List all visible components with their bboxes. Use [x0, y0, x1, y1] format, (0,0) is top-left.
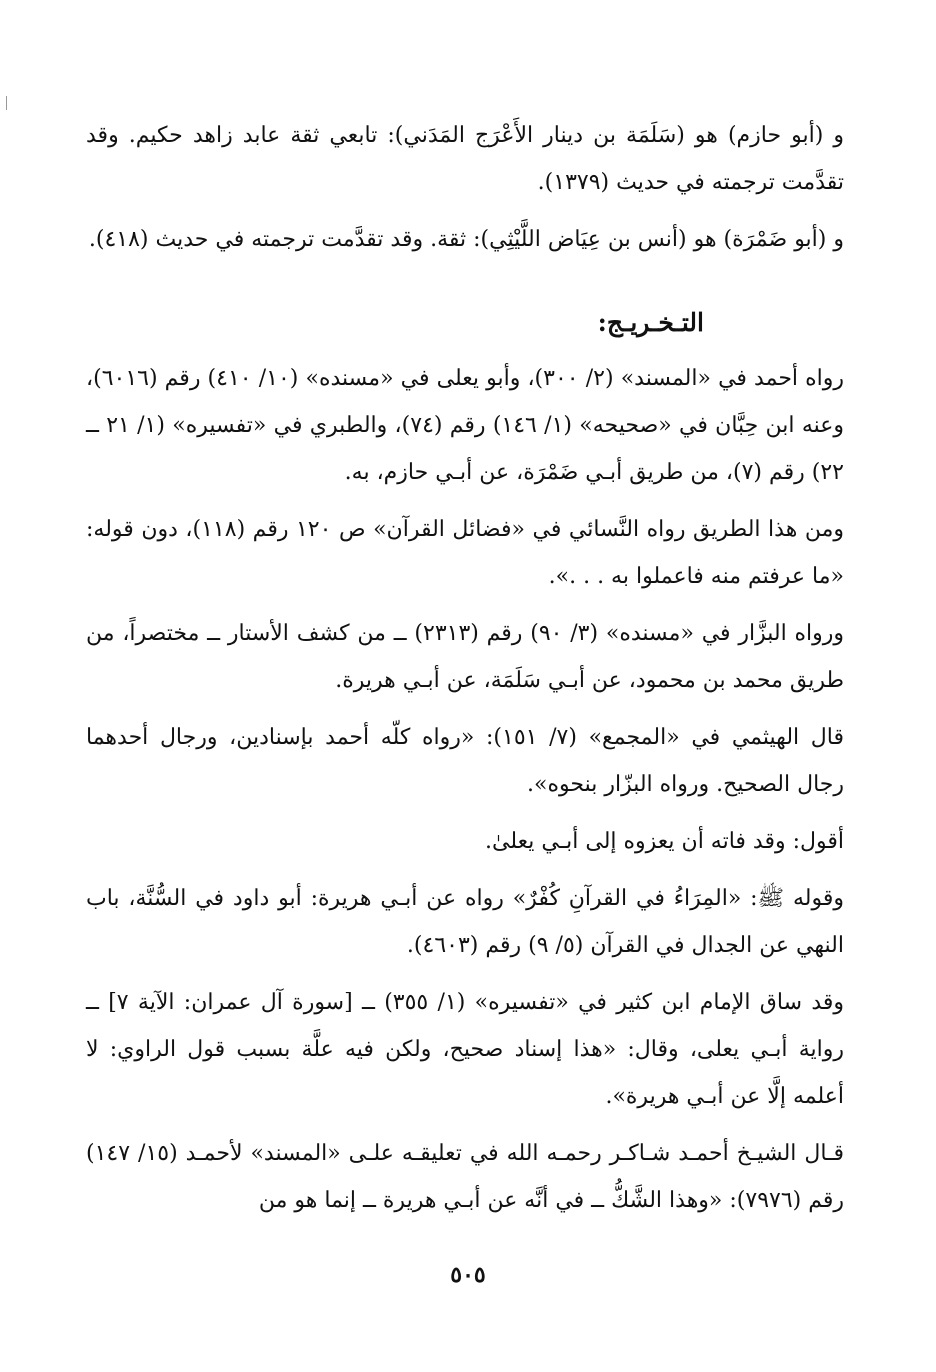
section-heading-takhrij: التـخـريـج:: [597, 308, 704, 337]
takhrij-paragraph-abu-dawud: وقوله ﷺ: «المِرَاءُ في القرآنِ كُفْرٌ» رواه عن أبـي هريرة: أبو داود في السُّنَّة، باب النهي عن الجدال في القرآن (٥/ ٩) رقم (٤٦٠٣).: [86, 886, 844, 958]
takhrij-paragraph-ibn-kathir: وقد ساق الإمام ابن كثير في «تفسيره» (١/ ٣٥٥) ــ [سورة آل عمران: الآية ٧] ــ رواية أبـي يعلى، وقال: «هذا إسناد صحيح، ولكن فيه علَّة بسبب قول الراوي: لا أعلمه إلَّا عن أبـي هريرة».: [86, 990, 845, 1109]
takhrij-paragraph-bazzar: ورواه البزَّار في «مسنده» (٣/ ٩٠) رقم (٢٣١٣) ــ من كشف الأستار ــ مختصراً، من طريق محمد بن محمود، عن أبـي سَلَمَة، عن أبـي هريرة.: [86, 621, 845, 693]
page-body: [86, 112, 844, 1234]
page-edge-mark: [6, 96, 7, 110]
takhrij-paragraph-haythami: قال الهيثمي في «المجمع» (٧/ ١٥١): «رواه كلّه أحمد بإسنادين، ورجال أحدهما رجال الصحيح. ورواه البزّار بنحوه».: [86, 725, 844, 797]
page-number: ٥٠٥: [450, 1262, 486, 1288]
takhrij-paragraph-nasai: ومن هذا الطريق رواه النَّسائي في «فضائل القرآن» ص ١٢٠ رقم (١١٨)، دون قوله: «ما عرفتم منه فاعملوا به . . .».: [86, 517, 844, 589]
takhrij-paragraph-ahmad: رواه أحمد في «المسند» (٢/ ٣٠٠)، وأبو يعلى في «مسنده» (١٠/ ٤١٠) رقم (٦٠١٦)، وعنه ابن حِبَّان في «صحيحه» (١/ ١٤٦) رقم (٧٤)، والطبري في «تفسيره» (١/ ٢١ ــ ٢٢) رقم (٧)، من طريق أبـي ضَمْرَة، عن أبـي حازم، به.: [86, 366, 845, 485]
takhrij-paragraph-comment: أقول: وقد فاته أن يعزوه إلى أبـي يعلىٰ.: [485, 829, 844, 854]
takhrij-paragraph-shakir: قـال الشيـخ أحمـد شـاكـر رحمـه الله في تعليقـه علـى «المسند» لأحمـد (١٥/ ١٤٧) رقم (٧٩٧٦): «وهذا الشَّكُّ ــ في أنَّه عن أبـي هريرة ــ إنما هو من: [86, 1141, 844, 1213]
narrator-note-abu-damra: و (أبو ضَمْرَة) هو (أنس بن عِيَاض اللَّيْثِي): ثقة. وقد تقدَّمت ترجمته في حديث (٤١٨).: [88, 227, 844, 252]
narrator-note-abu-hazim: و (أبو حازم) هو (سَلَمَة بن دينار الأَعْرَج المَدَني): تابعي ثقة عابد زاهد حكيم. وقد تقدَّمت ترجمته في حديث (١٣٧٩).: [86, 123, 844, 195]
